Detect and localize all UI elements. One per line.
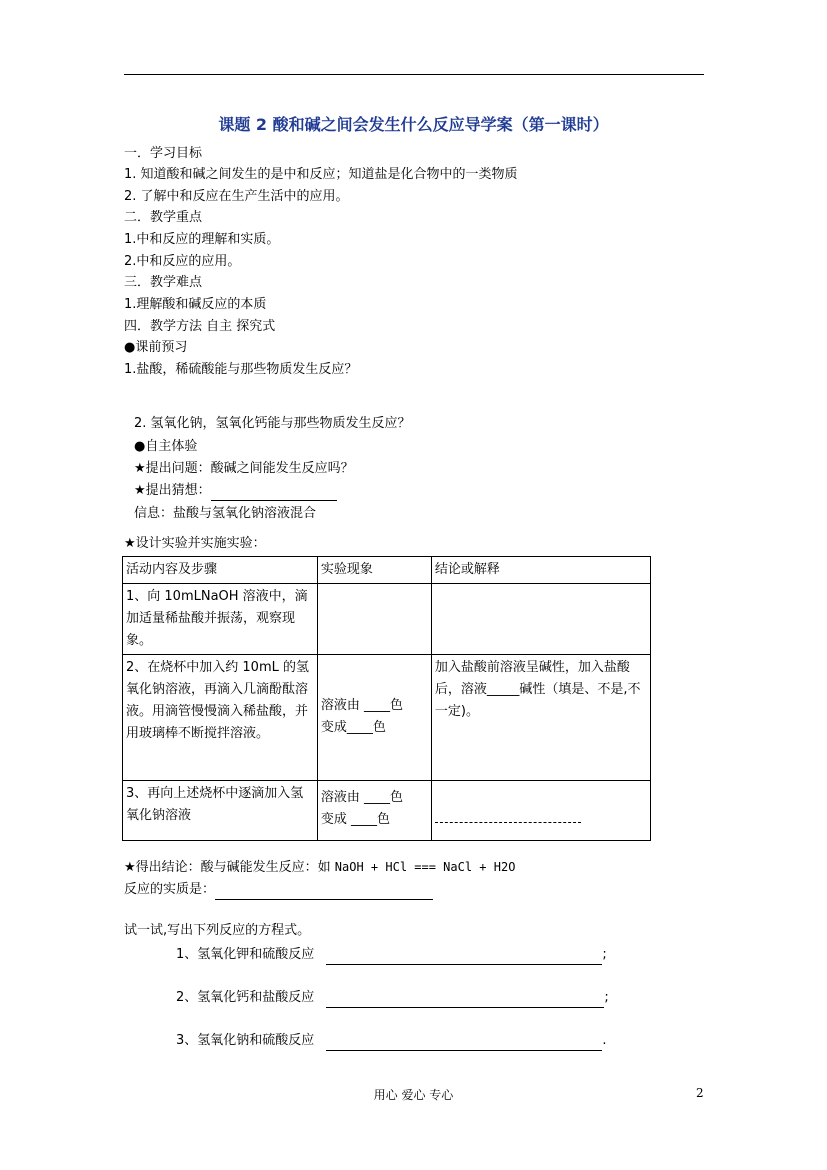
- row1-conclusion[interactable]: [431, 584, 650, 655]
- exercise-1: [176, 945, 607, 965]
- exercise-1-label: 1、氢氧化钾和硫酸反应: [176, 947, 315, 962]
- preview-question-1: 1.盐酸，稀硫酸能与那些物质发生反应？: [124, 362, 358, 377]
- exercise-2-blank[interactable]: [326, 993, 604, 1008]
- row3-phenomenon: [317, 781, 431, 841]
- section-key-points-heading: 二．教学重点: [124, 210, 203, 225]
- objective-1: 1. 知道酸和碱之间发生的是中和反应；知道盐是化合物中的一类物质: [124, 167, 518, 182]
- experiment-table: [122, 556, 651, 841]
- row2-color-from: 溶液由 ____色: [320, 698, 403, 713]
- exercise-3: [176, 1031, 607, 1051]
- self-experience-heading: ●自主体验: [134, 439, 198, 454]
- document-title: 课题 2 酸和碱之间会发生什么反应导学案（第一课时）: [218, 115, 609, 134]
- raise-guess: [134, 481, 337, 501]
- header-steps: 活动内容及步骤: [123, 557, 318, 584]
- difficulty-1: 1.理解酸和碱反应的本质: [124, 297, 267, 312]
- table-row: [123, 584, 651, 655]
- row3-conclusion-blank[interactable]: [435, 808, 581, 823]
- row1-phenomenon[interactable]: [317, 584, 431, 655]
- guess-blank[interactable]: [211, 486, 337, 501]
- row3-color-from: 溶液由 ____色: [320, 790, 403, 805]
- row3-color-to: 变成 ____色: [320, 812, 390, 827]
- row3-conclusion[interactable]: [431, 781, 650, 841]
- table-row: [123, 655, 651, 781]
- conclusion-prefix: ★得出结论：酸与碱能发生反应：如: [124, 860, 335, 875]
- row3-steps: 3、再向上述烧杯中逐滴加入氢氧化钠溶液: [123, 781, 318, 841]
- row2-conclusion: 加入盐酸前溶液呈碱性，加入盐酸后，溶液_____碱性（填是、不是,不一定)。: [431, 655, 650, 781]
- key-point-2: 2.中和反应的应用。: [124, 254, 241, 269]
- page-footer: 用心 爱心 专心: [373, 1088, 454, 1102]
- design-experiment-heading: ★设计实验并实施实验：: [124, 536, 266, 551]
- preview-heading: ●课前预习: [124, 340, 188, 355]
- key-point-1: 1.中和反应的理解和实质。: [124, 232, 280, 247]
- row2-color-to: 变成____色: [320, 720, 386, 735]
- exercise-3-end: .: [602, 1033, 607, 1048]
- info-line: 信息：盐酸与氢氧化钠溶液混合: [134, 506, 317, 521]
- exercise-1-end: ;: [602, 947, 607, 962]
- essence-blank[interactable]: [215, 885, 433, 900]
- preview-question-2: 2. 氢氧化钠，氢氧化钙能与那些物质发生反应？: [134, 416, 411, 431]
- exercise-3-label: 3、氢氧化钠和硫酸反应: [176, 1033, 315, 1048]
- essence-label: 反应的实质是：: [124, 882, 216, 897]
- header-phenomenon: 实验现象: [317, 557, 431, 584]
- page-number: 2: [696, 1086, 704, 1100]
- row2-steps: 2、在烧杯中加入约 10mL 的氢氧化钠溶液，再滴入几滴酚酞溶液。用滴管慢慢滴入稀盐酸，并用玻璃棒不断搅拌溶液。: [123, 655, 318, 781]
- exercise-2-end: ;: [604, 990, 609, 1005]
- section-objectives-heading: 一．学习目标: [124, 146, 203, 161]
- exercise-3-blank[interactable]: [326, 1036, 602, 1051]
- neutralization-equation: NaOH + HCl === NaCl + H2O: [334, 860, 516, 874]
- conclusion-line: [124, 857, 515, 878]
- section-method-heading: 四．教学方法 自主 探究式: [124, 319, 276, 334]
- row2-phenomenon: [317, 655, 431, 781]
- header-rule: [124, 74, 704, 75]
- table-header-row: [123, 557, 651, 584]
- essence-line: [124, 880, 433, 900]
- row1-steps: 1、向 10mLNaOH 溶液中，滴加适量稀盐酸并振荡，观察现象。: [123, 584, 318, 655]
- exercise-1-blank[interactable]: [326, 950, 602, 965]
- header-conclusion: 结论或解释: [431, 557, 650, 584]
- section-difficulty-heading: 三．教学难点: [124, 275, 203, 290]
- exercise-2-label: 2、氢氧化钙和盐酸反应: [176, 990, 315, 1005]
- table-row: [123, 781, 651, 841]
- raise-question: ★提出问题：酸碱之间能发生反应吗？: [134, 461, 354, 476]
- try-heading: 试一试,写出下列反应的方程式。: [124, 923, 311, 938]
- guess-label: ★提出猜想：: [134, 483, 211, 498]
- objective-2: 2. 了解中和反应在生产生活中的应用。: [124, 189, 349, 204]
- exercise-2: [176, 988, 609, 1008]
